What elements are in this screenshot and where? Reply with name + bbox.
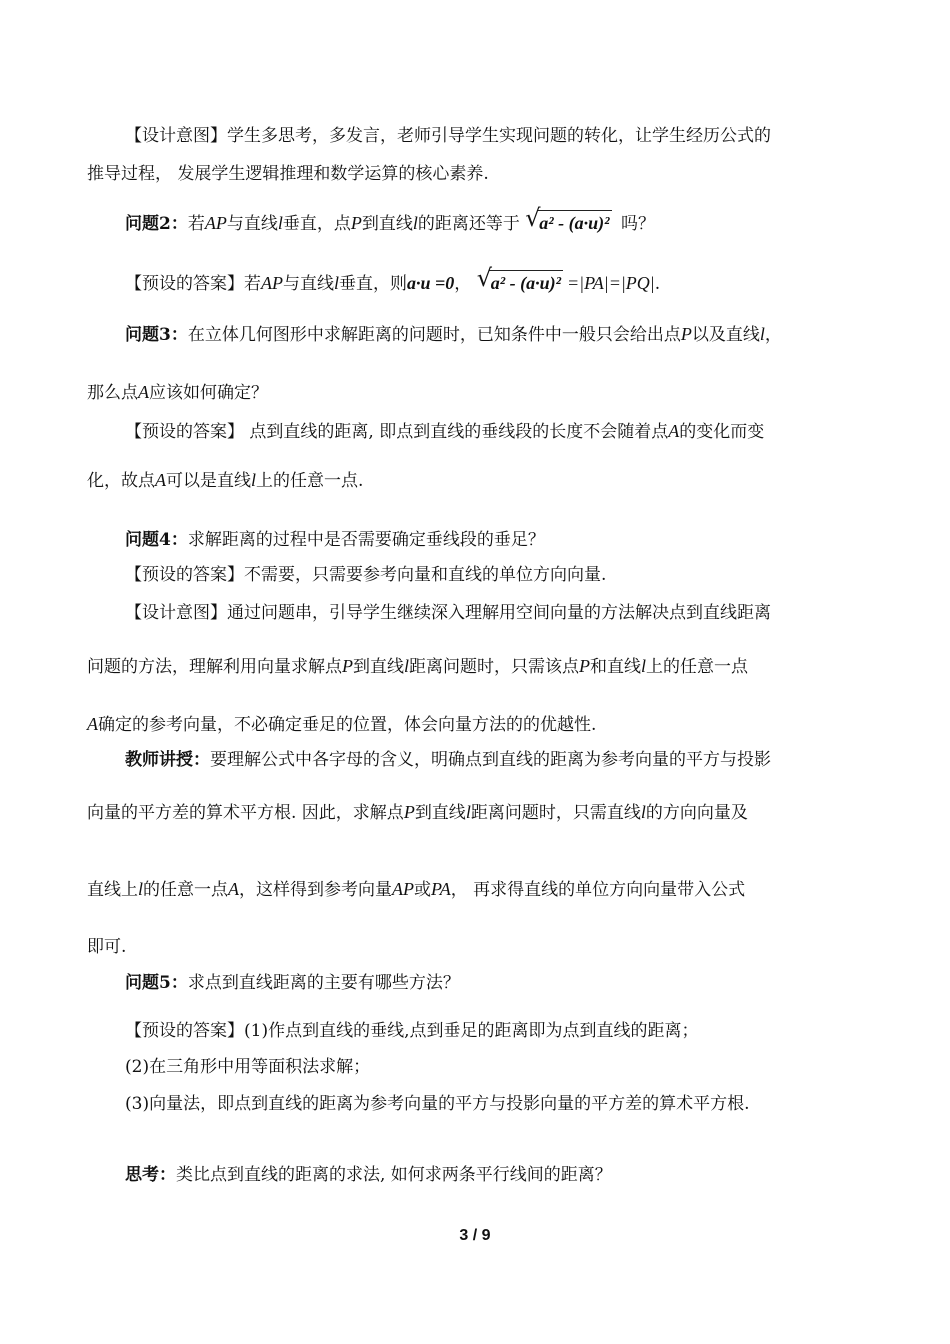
design-intent-line-1: 【设计意图】学生多思考，多发言，老师引导学生实现问题的转化，让学生经历公式的 — [125, 126, 771, 146]
sqrt-formula: √ a² - (a·u)² — [476, 264, 561, 293]
question-3-cont: 那么点A应该如何确定？ — [87, 382, 268, 403]
lecture-label: 教师讲授： — [125, 750, 210, 770]
answer-4: 【预设的答案】不需要，只需要参考向量和直线的单位方向向量. — [125, 565, 607, 585]
question-4: 问题4：求解距离的过程中是否需要确定垂线段的垂足？ — [125, 530, 545, 550]
answer-5-line-3: (3)向量法，即点到直线的距离为参考向量的平方与投影向量的平方差的算术平方根. — [125, 1094, 750, 1114]
design-intent-2-line-1: 【设计意图】通过问题串，引导学生继续深入理解用空间向量的方法解决点到直线距离 — [125, 603, 771, 623]
answer-3-cont: 化，故点A可以是直线l上的任意一点. — [87, 470, 364, 491]
design-intent-2-line-2: 问题的方法，理解利用向量求解点P到直线l距离问题时，只需该点P和直线l上的任意一点 — [87, 656, 749, 677]
teacher-lecture: 教师讲授：要理解公式中各字母的含义，明确点到直线的距离为参考向量的平方与投影 — [125, 750, 771, 770]
question-label: 问题3： — [125, 325, 188, 345]
answer-5-line-1: 【预设的答案】(1)作点到直线的垂线,点到垂足的距离即为点到直线的距离； — [125, 1021, 699, 1041]
teacher-lecture-line-4: 即可. — [87, 937, 127, 957]
answer-3: 【预设的答案】 点到直线的距离, 即点到直线的垂线段的长度不会随着点A的变化而变 — [125, 421, 765, 442]
answer-5-line-2: (2)在三角形中用等面积法求解； — [125, 1057, 371, 1077]
design-intent-2-line-3: A确定的参考向量，不必确定垂足的位置，体会向量方法的的优越性. — [87, 714, 597, 735]
question-label: 问题4： — [125, 530, 188, 550]
question-2: 问题2：若AP与直线l垂直，点P到直线l的距离还等于 √ a² - (a·u)² 吗？ — [125, 204, 655, 234]
think-label: 思考： — [125, 1165, 176, 1185]
sqrt-formula: √ a² - (a·u)² — [525, 204, 610, 233]
question-5: 问题5：求点到直线距离的主要有哪些方法？ — [125, 973, 460, 993]
think-prompt: 思考：类比点到直线的距离的求法, 如何求两条平行线间的距离？ — [125, 1165, 612, 1185]
page-number: 3 / 9 — [459, 1227, 491, 1244]
design-intent-line-2: 推导过程， 发展学生逻辑推理和数学运算的核心素养. — [87, 164, 489, 184]
question-3: 问题3：在立体几何图形中求解距离的问题时，已知条件中一般只会给出点P以及直线l， — [125, 324, 782, 345]
question-label: 问题5： — [125, 973, 188, 993]
teacher-lecture-line-2: 向量的平方差的算术平方根. 因此，求解点P到直线l距离问题时，只需直线l的方向向量及 — [87, 802, 748, 823]
teacher-lecture-line-3: 直线上l的任意一点A，这样得到参考向量AP或PA， 再求得直线的单位方向向量带入公式 — [87, 879, 746, 900]
answer-2: 【预设的答案】若AP与直线l垂直，则a·u =0， √ a² - (a·u)² =|PA|=|PQ|. — [125, 264, 661, 294]
question-label: 问题2： — [125, 214, 188, 234]
